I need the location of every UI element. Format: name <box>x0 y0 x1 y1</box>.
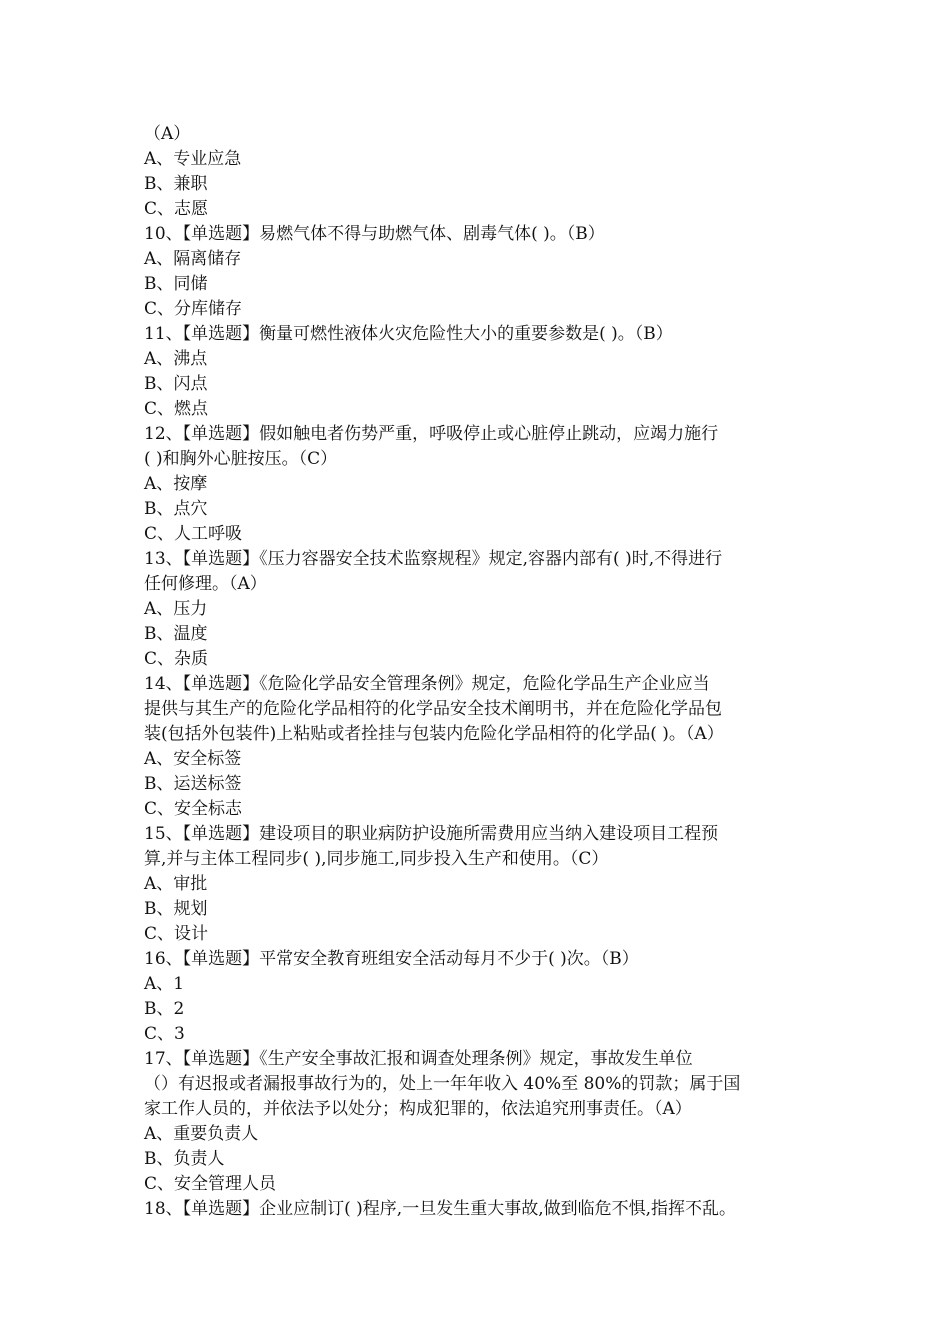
text-line: ( )和胸外心脏按压。（C） <box>144 449 338 469</box>
text-line: 10、【单选题】易燃气体不得与助燃气体、剧毒气体( )。（B） <box>144 224 605 244</box>
text-line: B、规划 <box>144 899 208 919</box>
text-line: B、负责人 <box>144 1149 225 1169</box>
text-line: 13、【单选题】《压力容器安全技术监察规程》规定,容器内部有( )时,不得进行 <box>144 549 723 569</box>
text-line: A、沸点 <box>144 349 208 369</box>
text-line: 装(包括外包装件)上粘贴或者拴挂与包装内危险化学品相符的化学品( )。（A） <box>144 724 724 744</box>
text-line: B、点穴 <box>144 499 208 519</box>
text-line: C、3 <box>144 1024 185 1044</box>
text-line: 17、【单选题】《生产安全事故汇报和调查处理条例》规定，事故发生单位 <box>144 1049 693 1069</box>
text-line: A、审批 <box>144 874 208 894</box>
text-line: 家工作人员的，并依法予以处分；构成犯罪的，依法追究刑事责任。（A） <box>144 1099 692 1119</box>
text-line: B、同储 <box>144 274 208 294</box>
text-line: C、杂质 <box>144 649 209 669</box>
text-line: （A） <box>144 124 191 144</box>
text-line: A、1 <box>144 974 185 994</box>
text-line: 18、【单选题】企业应制订( )程序,一旦发生重大事故,做到临危不惧,指挥不乱。 <box>144 1199 737 1219</box>
text-line: 14、【单选题】《危险化学品安全管理条例》规定，危险化学品生产企业应当 <box>144 674 710 694</box>
text-line: A、隔离储存 <box>144 249 242 269</box>
text-line: C、设计 <box>144 924 209 944</box>
text-line: C、安全管理人员 <box>144 1174 277 1194</box>
text-line: 任何修理。（A） <box>144 574 267 594</box>
text-line: B、兼职 <box>144 174 208 194</box>
text-line: C、分库储存 <box>144 299 243 319</box>
text-line: B、闪点 <box>144 374 208 394</box>
text-line: B、温度 <box>144 624 208 644</box>
document-page <box>144 122 809 1222</box>
text-line: 16、【单选题】平常安全教育班组安全活动每月不少于( )次。（B） <box>144 949 639 969</box>
text-line: 11、【单选题】衡量可燃性液体火灾危险性大小的重要参数是( )。（B） <box>144 324 673 344</box>
text-line: C、人工呼吸 <box>144 524 243 544</box>
text-line: （）有迟报或者漏报事故行为的，处上一年年收入 40%至 80%的罚款；属于国 <box>144 1074 741 1094</box>
text-line: C、志愿 <box>144 199 209 219</box>
text-line: 算,并与主体工程同步( ),同步施工,同步投入生产和使用。（C） <box>144 849 609 869</box>
text-line: A、压力 <box>144 599 208 619</box>
text-line: A、专业应急 <box>144 149 242 169</box>
text-line: C、燃点 <box>144 399 209 419</box>
text-line: A、重要负责人 <box>144 1124 259 1144</box>
text-line: B、2 <box>144 999 185 1019</box>
text-line: 15、【单选题】建设项目的职业病防护设施所需费用应当纳入建设项目工程预 <box>144 824 719 844</box>
text-line: 提供与其生产的危险化学品相符的化学品安全技术阐明书，并在危险化学品包 <box>144 699 722 719</box>
text-line: 12、【单选题】假如触电者伤势严重，呼吸停止或心脏停止跳动，应竭力施行 <box>144 424 719 444</box>
text-line: A、按摩 <box>144 474 208 494</box>
text-line: B、运送标签 <box>144 774 242 794</box>
text-line: C、安全标志 <box>144 799 243 819</box>
text-line: A、安全标签 <box>144 749 242 769</box>
